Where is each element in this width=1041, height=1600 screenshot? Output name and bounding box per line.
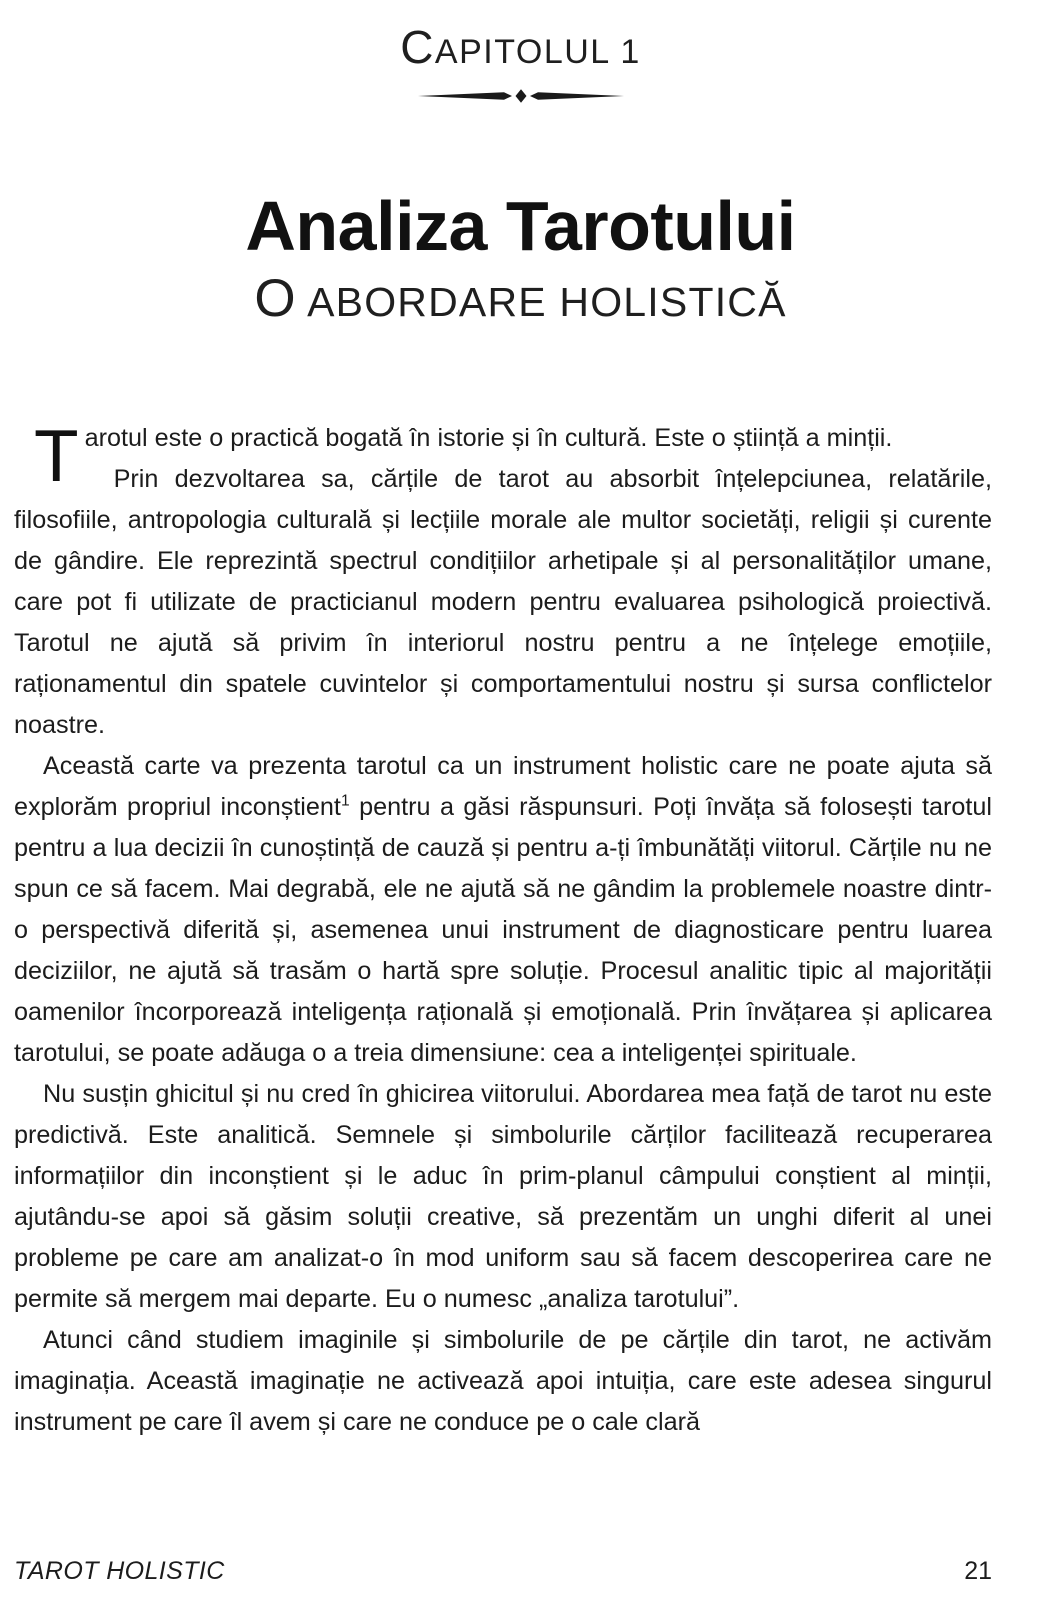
body-text <box>14 418 992 1443</box>
page-number: 21 <box>964 1557 992 1585</box>
double-spear-ornament <box>0 85 1041 107</box>
footnote-reference[interactable]: 1 <box>340 792 350 810</box>
paragraph-3-text-after-footnote: pentru a găsi răspunsuri. Poți învăța să folosești tarotul pentru a lua decizii în cunoștință de cauză și pentru a-ți îmbunătăți viitorul. Cărțile nu ne spun ce să facem. Mai degrabă, ele ne ajută să ne gândim la problemele noastre dintr-o perspectivă diferită și, asemenea unui instrument de diagnosticare pentru luarea deciziilor, ne ajută să trasăm o hartă spre soluție. Procesul analitic tipic al majorității oamenilor încorporează inteligența rațională și emoțională. Prin învățarea și aplicarea tarotului, se poate adăuga o a treia dimensiune: cea a inteligenței spirituale. <box>14 793 992 1067</box>
page-footer <box>14 1557 992 1586</box>
page-subtitle <box>0 264 1041 328</box>
paragraph-5: Atunci când studiem imaginile și simbolurile de pe cărțile din tarot, ne activăm imaginația. Această imaginație ne activează apoi intuiția, care este adesea singurul instrument pe care îl avem și care ne conduce pe o cale clară <box>14 1326 992 1436</box>
paragraph-1 <box>14 416 992 497</box>
paragraph-4: Nu susțin ghicitul și nu cred în ghicirea viitorului. Abordarea mea față de tarot nu este predictivă. Este analitică. Semnele și simbolurile cărților facilitează recuperarea informațiilor din inconștient și le aduc în prim-planul câmpului conștient al minții, ajutându-se apoi să găsim soluții creative, să prezentăm un unghi diferit al unei probleme pe care am analizat-o în mod uniform sau să facem descoperirea care ne permite să mergem mai departe. Eu o numesc „analiza tarotului”. <box>14 1080 992 1313</box>
chapter-label <box>0 0 1041 73</box>
page-title: Analiza Tarotului <box>245 186 796 265</box>
chapter-label-first-letter: C <box>400 21 435 73</box>
drop-cap: T <box>34 416 79 497</box>
page-subtitle-first-letter: O <box>254 269 297 329</box>
paragraph-3 <box>14 746 992 1074</box>
running-head: TAROT HOLISTIC <box>14 1557 225 1585</box>
chapter-label-rest: APITOLUL 1 <box>434 33 641 71</box>
paragraph-3-text-before-footnote: Această carte va prezenta tarotul ca un instrument holistic care ne poate ajuta să explorăm propriul inconștient <box>14 752 992 821</box>
paragraph-2: Prin dezvoltarea sa, cărțile de tarot au absorbit înțelepciunea, relatările, filosofiile, antropologia culturală și lecțiile morale ale multor societăți, religii și curente de gândire. Ele reprezintă spectrul condițiilor arhetipale și al personalităților umane, care pot fi utilizate de practicianul modern pentru evaluarea psihologică proiectivă. Tarotul ne ajută să privim în interiorul nostru pentru a ne înțelege emoțiile, raționamentul din spatele cuvintelor și comportamentului nostru și sursa conflictelor noastre. <box>14 465 992 739</box>
page-subtitle-rest: ABORDARE HOLISTICĂ <box>296 279 787 326</box>
paragraph-1-text: arotul este o practică bogată în istorie și în cultură. Este o știință a minții. <box>84 424 893 452</box>
